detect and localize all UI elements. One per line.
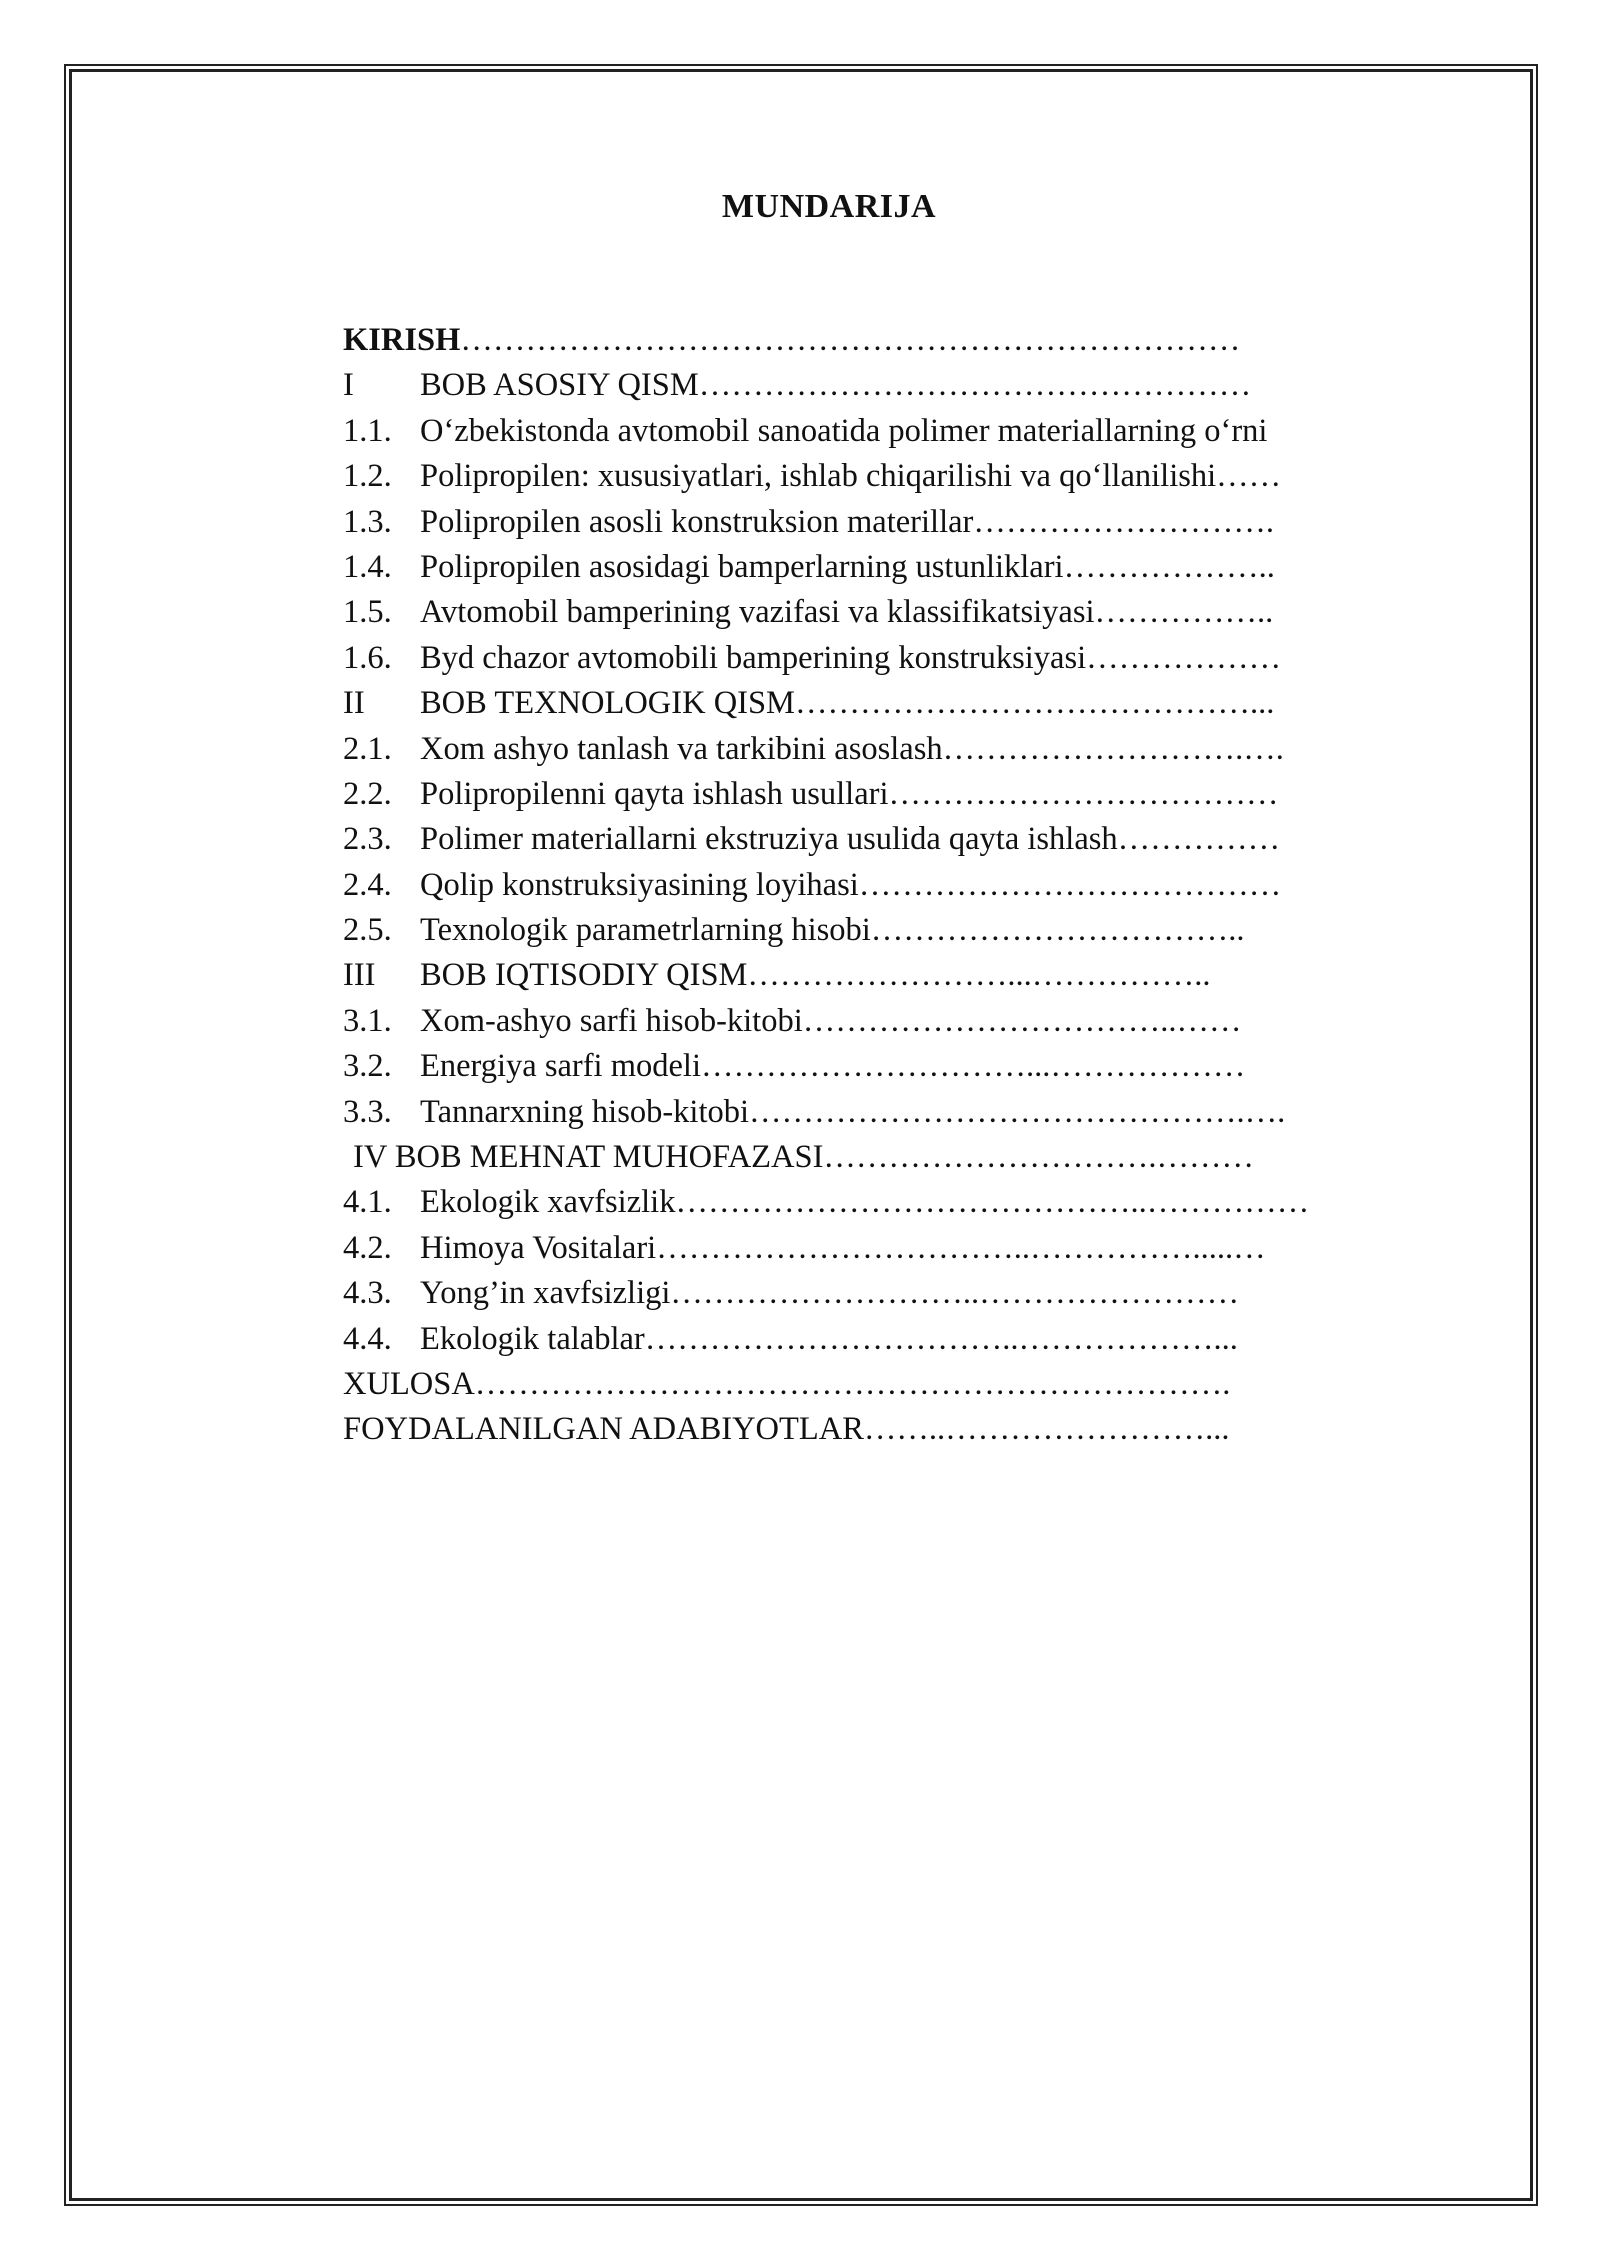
toc-entry-text: Ekologik talablar……………………………..………………... (420, 1320, 1238, 1357)
toc-entry (343, 409, 1423, 454)
toc-entry-number: III (343, 957, 376, 994)
toc-entry-text: Polipropilen: xususiyatlari, ishlab chiqarilishi va qo‘llanilishi…… (420, 458, 1282, 495)
toc-entry-number: 1.1. (343, 412, 392, 449)
toc-entry (343, 817, 1423, 862)
toc-entry-number: 3.1. (343, 1002, 392, 1039)
toc-entry-text: BOB ASOSIY QISM…………………………………………… (420, 367, 1252, 404)
toc-kirish-leader: ……………………………………………………………… (460, 322, 1241, 358)
toc-entry (343, 1044, 1423, 1089)
toc-entry (343, 636, 1423, 681)
toc-entry (343, 500, 1423, 545)
toc-entry-references (343, 1407, 1423, 1452)
toc-chapter-4-text: IV BOB MEHNAT MUHOFAZASI………………………….……… (353, 1139, 1255, 1176)
toc-entry (343, 363, 1423, 408)
toc-entry-text: BOB TEXNOLOGIK QISM……………………………………... (420, 685, 1275, 722)
toc-entry-text: Texnologik parametrlarning hisobi…………………………….. (420, 912, 1245, 949)
toc-entry-text: Himoya Vositalari……………………………..…………….....… (420, 1229, 1266, 1266)
toc-entry (343, 1271, 1423, 1316)
table-of-contents (343, 318, 1423, 1453)
toc-entry-text: Polipropilen asosli konstruksion materillar………………………. (420, 503, 1274, 540)
toc-entry-number: 2.5. (343, 912, 392, 949)
toc-entry-number: II (343, 685, 365, 722)
toc-entry-number: 4.3. (343, 1275, 392, 1312)
toc-entry-text: Tannarxning hisob-kitobi……………………………………….…. (420, 1093, 1286, 1130)
toc-entry-number: 4.2. (343, 1229, 392, 1266)
toc-entry-number: 2.3. (343, 821, 392, 858)
toc-references-text: FOYDALANILGAN ADABIYOTLAR……..……………………... (343, 1411, 1230, 1448)
toc-entry-number: 3.3. (343, 1093, 392, 1130)
toc-entry-number: 1.4. (343, 548, 392, 585)
toc-entry (343, 999, 1423, 1044)
toc-entry-kirish (343, 318, 1423, 363)
toc-entry-number: 3.2. (343, 1048, 392, 1085)
toc-entry-number: 1.6. (343, 639, 392, 676)
toc-entry-text: Byd chazor avtomobili bamperining konstruksiyasi……………… (420, 639, 1282, 676)
toc-entry (343, 1317, 1423, 1362)
toc-entry-text: Ekologik xavfsizlik……………………………………..…………… (420, 1184, 1310, 1221)
toc-entry-text: Xom ashyo tanlash va tarkibini asoslash……………………….…. (420, 730, 1284, 767)
toc-entry-text: BOB IQTISODIY QISM……………………...…………….. (420, 957, 1211, 994)
toc-entry (343, 681, 1423, 726)
toc-entry (343, 772, 1423, 817)
toc-entry-text: Polipropilenni qayta ishlash usullari……………………………… (420, 775, 1279, 812)
toc-entry-number: 2.2. (343, 775, 392, 812)
toc-entry-text: Polimer materiallarni ekstruziya usulida qayta ishlash…………… (420, 821, 1281, 858)
toc-entry-number: 1.2. (343, 458, 392, 495)
toc-entry-number: 2.1. (343, 730, 392, 767)
toc-entry (343, 1180, 1423, 1225)
toc-conclusion-text: XULOSA……………………………………………………………. (343, 1365, 1231, 1402)
toc-entry-text: Polipropilen asosidagi bamperlarning ustunliklari……………….. (420, 548, 1275, 585)
toc-entry (343, 727, 1423, 772)
toc-entry-chapter-4 (343, 1135, 1423, 1180)
toc-entry (343, 454, 1423, 499)
toc-entry-text: O‘zbekistonda avtomobil sanoatida polimer materiallarning o‘rni (420, 412, 1268, 449)
toc-entry-number: 1.3. (343, 503, 392, 540)
toc-entry (343, 590, 1423, 635)
toc-entry (343, 1090, 1423, 1135)
toc-kirish-label: KIRISH (343, 322, 461, 358)
toc-entry-number: 4.1. (343, 1184, 392, 1221)
toc-entry-number: 2.4. (343, 866, 392, 903)
toc-entry (343, 953, 1423, 998)
document-title: MUNDARIJA (721, 188, 937, 225)
toc-entry-text: Avtomobil bamperining vazifasi va klassifikatsiyasi…………….. (420, 594, 1274, 631)
toc-entry (343, 1226, 1423, 1271)
toc-entry-text: Xom-ashyo sarfi hisob-kitobi……………………………..…… (420, 1002, 1242, 1039)
toc-entry-number: I (343, 367, 354, 404)
toc-entry-text: Yong’in xavfsizligi………………………..…………………… (420, 1275, 1240, 1312)
toc-entry-text: Qolip konstruksiyasining loyihasi………………………………… (420, 866, 1282, 903)
toc-entry (343, 863, 1423, 908)
toc-entry (343, 908, 1423, 953)
toc-entry-conclusion (343, 1362, 1423, 1407)
toc-entry-number: 4.4. (343, 1320, 392, 1357)
toc-entry-number: 1.5. (343, 594, 392, 631)
toc-entry-text: Energiya sarfi modeli…………………………...……………… (420, 1048, 1246, 1085)
toc-entry (343, 545, 1423, 590)
